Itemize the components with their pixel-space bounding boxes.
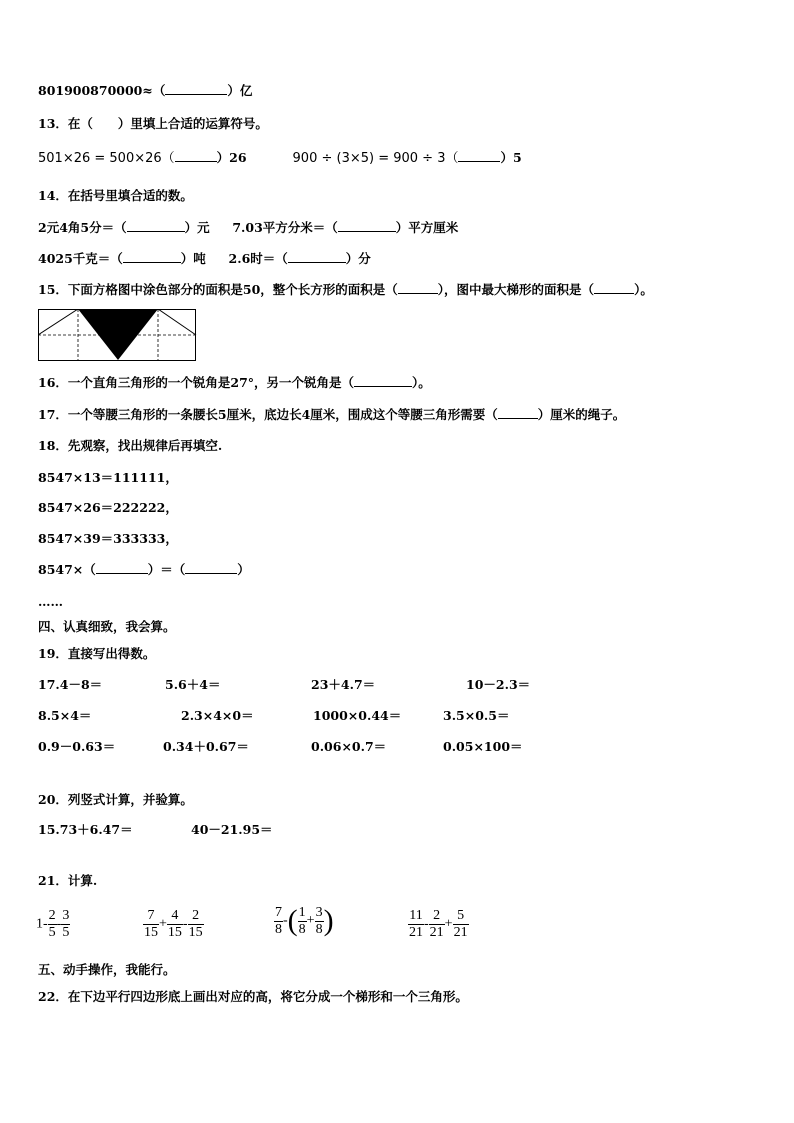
fraction — [429, 908, 445, 941]
operator: - — [182, 916, 188, 932]
q15-t1: 15．下面方格图中涂色部分的面积是50，整个长方形的面积是（ — [38, 282, 398, 297]
calc-item: 23＋4.7＝ — [311, 677, 376, 692]
calc-item: 1000×0.44＝ — [313, 708, 402, 723]
q13-expr1-end: ）26 — [216, 150, 247, 165]
q14-b4: ）分 — [345, 251, 371, 266]
q14-a1: 2元4角5分＝（ — [38, 220, 127, 235]
denominator: 21 — [453, 925, 468, 940]
answer-blank[interactable] — [96, 562, 148, 574]
grid-figure — [38, 309, 198, 363]
fraction — [274, 905, 283, 938]
shaded-triangle — [78, 309, 158, 360]
denominator: 8 — [298, 921, 306, 937]
q16-t1: 16．一个直角三角形的一个锐角是27°，另一个锐角是（ — [38, 375, 355, 390]
operator: 1- — [36, 916, 48, 932]
fraction — [188, 908, 204, 941]
operator: + — [159, 916, 167, 932]
answer-blank[interactable] — [498, 407, 538, 419]
q14-b2: ）吨 — [180, 251, 206, 266]
operator: - — [424, 916, 429, 932]
left-edge-line — [38, 309, 78, 335]
answer-blank[interactable] — [338, 220, 396, 232]
calc-item: 5.6＋4＝ — [165, 677, 221, 692]
q13-expr2-end: ）5 — [500, 150, 522, 165]
left-paren: ( — [287, 904, 298, 937]
numerator: 2 — [48, 908, 56, 923]
section-4-heading: 四、认真细致，我会算。 — [38, 619, 176, 634]
q18-l4a: 8547×（ — [38, 562, 96, 577]
q14-a3: 7.03平方分米＝（ — [232, 220, 338, 235]
q14-title: 14．在括号里填合适的数。 — [38, 188, 193, 203]
q13-title: 13．在（ ）里填上合适的运算符号。 — [38, 116, 268, 131]
q18-l2: 8547×26＝222222， — [38, 500, 178, 515]
q17-t2: ）厘米的绳子。 — [537, 407, 626, 422]
q18-l1: 8547×13＝111111， — [38, 470, 178, 485]
numerator: 4 — [167, 908, 183, 925]
q13-expr-row — [38, 150, 522, 167]
calc-item: 2.3×4×0＝ — [181, 708, 254, 723]
calc-item: 15.73＋6.47＝ — [38, 822, 133, 837]
fraction — [61, 908, 70, 941]
q14-a2: ）元 — [184, 220, 210, 235]
q14-b1: 4025千克＝（ — [38, 251, 123, 266]
fraction — [167, 908, 183, 941]
calc-item: 0.05×100＝ — [443, 739, 523, 754]
fraction — [48, 908, 57, 941]
q14-a4: ）平方厘米 — [395, 220, 459, 235]
numerator: 11 — [409, 908, 423, 923]
fraction — [315, 905, 324, 938]
denominator: 8 — [315, 921, 323, 937]
numerator: 7 — [143, 908, 159, 925]
operator: + — [444, 916, 453, 932]
q12-text: 801900870000≈（ — [38, 83, 166, 98]
fraction — [408, 908, 424, 941]
q18-l4b: ）＝（ — [147, 562, 186, 577]
q13-expr2: 900 ÷ (3×5) = 900 ÷ 3（ — [292, 151, 459, 166]
q16-t2: ）。 — [412, 375, 431, 390]
q12-unit: ）亿 — [227, 83, 253, 98]
numerator: 5 — [453, 908, 469, 925]
fraction — [453, 908, 469, 941]
fraction-expr-4 — [408, 908, 469, 941]
fraction-expr-1 — [36, 908, 70, 941]
q14-row-b — [38, 251, 371, 267]
calc-item: 0.9－0.63＝ — [38, 739, 116, 754]
fraction — [143, 908, 159, 941]
calc-item: 8.5×4＝ — [38, 708, 92, 723]
answer-blank[interactable] — [288, 251, 346, 263]
calc-item: 10－2.3＝ — [466, 677, 531, 692]
answer-blank[interactable] — [127, 220, 185, 232]
q15-t3: ）。 — [634, 282, 653, 297]
calc-item: 17.4－8＝ — [38, 677, 103, 692]
answer-blank[interactable] — [185, 562, 237, 574]
answer-blank[interactable] — [458, 150, 500, 162]
right-edge-line — [158, 309, 196, 335]
q14-b3: 2.6时＝（ — [228, 251, 288, 266]
section-5-heading: 五、动手操作，我能行。 — [38, 962, 176, 977]
q19-title: 19．直接写出得数。 — [38, 646, 156, 661]
q18-title: 18．先观察，找出规律后再填空. — [38, 438, 223, 453]
q13-expr1: 501×26 = 500×26（ — [38, 151, 175, 166]
answer-blank[interactable] — [354, 375, 412, 387]
denominator: 21 — [429, 925, 444, 940]
denominator: 5 — [48, 925, 56, 940]
answer-blank[interactable] — [123, 251, 181, 263]
calc-item: 3.5×0.5＝ — [443, 708, 510, 723]
calc-item: 40－21.95＝ — [191, 822, 273, 837]
q16-line — [38, 375, 431, 391]
numerator: 2 — [188, 908, 204, 925]
q18-l4c: ） — [237, 562, 250, 577]
q20-title: 20．列竖式计算，并验算。 — [38, 792, 193, 807]
numerator: 3 — [62, 908, 70, 923]
answer-blank[interactable] — [165, 83, 227, 95]
fraction-expr-3 — [274, 904, 334, 938]
denominator: 21 — [409, 925, 423, 940]
fraction — [298, 905, 307, 938]
q22-title: 22．在下边平行四边形底上画出对应的高，将它分成一个梯形和一个三角形。 — [38, 989, 468, 1004]
operator: + — [306, 913, 315, 928]
denominator: 5 — [62, 925, 70, 940]
denominator: 8 — [275, 921, 282, 937]
denominator: 15 — [167, 925, 182, 940]
answer-blank[interactable] — [594, 282, 634, 294]
calc-item: 0.06×0.7＝ — [311, 739, 387, 754]
numerator: 1 — [298, 904, 306, 920]
q15-t2: ），图中最大梯形的面积是（ — [437, 282, 595, 297]
q14-row-a — [38, 220, 458, 236]
numerator: 3 — [315, 904, 323, 920]
fraction-expr-2 — [143, 908, 204, 941]
q15-line — [38, 282, 653, 298]
answer-blank[interactable] — [398, 282, 438, 294]
calc-item: 0.34＋0.67＝ — [163, 739, 249, 754]
q17-line — [38, 407, 625, 423]
q18-l3: 8547×39＝333333， — [38, 531, 178, 546]
q18-dots: …… — [38, 594, 63, 609]
q21-title: 21．计算. — [38, 873, 98, 888]
answer-blank[interactable] — [175, 150, 217, 162]
right-paren: ) — [323, 904, 334, 937]
numerator: 7 — [275, 904, 282, 920]
q12-line — [38, 83, 252, 99]
q17-t1: 17．一个等腰三角形的一条腰长5厘米，底边长4厘米，围成这个等腰三角形需要（ — [38, 407, 498, 422]
operator: - — [56, 916, 62, 932]
numerator: 2 — [429, 908, 445, 925]
q18-l4 — [38, 562, 250, 578]
operator: - — [283, 913, 288, 928]
denominator: 15 — [144, 925, 158, 940]
denominator: 15 — [188, 925, 203, 940]
